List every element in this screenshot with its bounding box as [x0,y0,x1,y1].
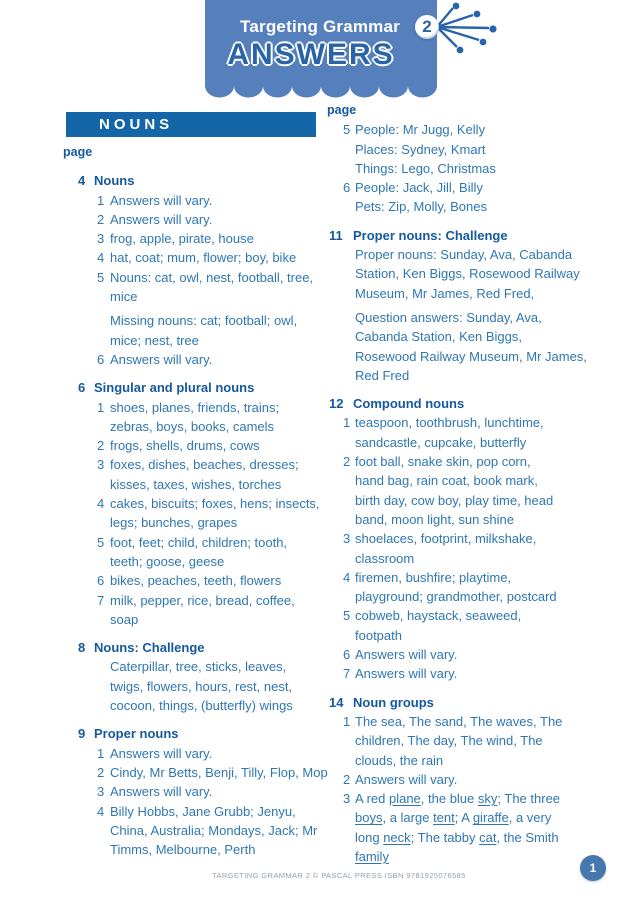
answer-line: Caterpillar, tree, sticks, leaves, [110,659,287,675]
answer-line: Cabanda Station, Ken Biggs, [355,329,522,345]
answer-number: 2 [97,211,105,227]
section-heading [327,226,629,245]
answer-line: Answers will vary. [355,666,458,682]
answer-number: 3 [97,457,105,473]
answer-line: hand bag, rain coat, book mark, [355,473,538,489]
answer-number: 5 [343,122,351,138]
answer-paragraph [110,398,323,437]
answer-number: 1 [97,745,105,761]
answer-number: 2 [343,454,351,470]
answer-line: Timms, Melbourne, Perth [110,842,256,858]
answer-line: People: Jack, Jill, Billy [355,180,483,196]
answer-section [327,394,629,683]
answer-text [355,452,629,529]
answer-text [355,770,629,789]
section-title: Compound nouns [353,396,465,412]
section-page-number: 6 [78,380,86,396]
answer-paragraph [110,533,323,572]
answer-paragraph [355,712,629,770]
answer-paragraph [355,308,629,385]
answer-line: cakes, biscuits; foxes, hens; insects, [110,496,320,512]
answer-paragraph [355,413,629,452]
page-label: page [63,145,93,159]
answer-item [63,248,323,267]
answer-line: sandcastle, cupcake, butterfly [355,434,527,450]
answer-line: band, moon light, sun shine [355,511,514,527]
answer-number: 3 [97,231,105,247]
answer-item [63,744,323,763]
answer-item [327,452,629,529]
answer-item [63,191,323,210]
answer-item [63,398,323,437]
section-page-number: 8 [78,640,86,656]
answer-number: 3 [343,791,351,807]
section-heading [63,171,323,190]
answer-text [110,436,323,455]
answer-line: Places: Sydney, Kmart [355,141,486,157]
series-title: Targeting Grammar [240,17,400,36]
section-heading [63,724,323,743]
answer-number: 5 [97,269,105,285]
answer-item [63,494,323,533]
answer-item [63,350,323,369]
answer-item [327,245,629,385]
answer-number: 5 [97,534,105,550]
answer-line: bikes, peaches, teeth, flowers [110,573,282,589]
answer-line: Answers will vary. [355,647,458,663]
answer-line: classroom [355,550,415,566]
answer-text [110,191,323,210]
answer-item [63,268,323,350]
answer-line: People: Mr Jugg, Kelly [355,122,486,138]
answer-paragraph [110,763,328,782]
answer-section [327,226,629,385]
answer-text [355,606,629,645]
answer-line: boys, a large tent; A giraffe, a very [355,810,552,826]
answer-line: The sea, The sand, The waves, The [355,713,563,729]
answer-text [110,229,323,248]
answer-section [63,724,328,859]
answer-number: 4 [343,569,351,585]
topic-title: NOUNS [99,116,174,133]
section-page-number: 4 [78,173,86,189]
answer-line: legs; bunches, grapes [110,515,238,531]
answer-paragraph [110,436,323,455]
answer-item [63,802,323,860]
answer-item [327,120,629,178]
answer-item [327,178,629,217]
answer-paragraph [110,782,323,801]
answer-item [327,413,629,452]
answer-item [327,568,629,607]
answer-item [327,770,629,789]
answer-item [63,591,323,630]
answer-line: mice [110,289,138,305]
answer-line: Answers will vary. [355,771,458,787]
answer-line: mice; nest, tree [110,332,199,348]
answer-line: Answers will vary. [110,745,213,761]
answer-line: playground; grandmother, postcard [355,589,557,605]
section-title: Nouns: Challenge [94,640,205,656]
answer-item [63,571,323,590]
answer-paragraph [110,350,323,369]
answer-paragraph [110,591,323,630]
answer-line: firemen, bushfire; playtime, [355,569,512,585]
section-heading [327,394,629,413]
section-heading [63,638,323,657]
answer-line: Answers will vary. [110,192,213,208]
answer-text [355,712,629,770]
answer-line: cocoon, things, (butterfly) wings [110,698,293,714]
answer-text [110,571,323,590]
answer-text [110,398,323,437]
answer-line: footpath [355,627,402,643]
answer-line: foxes, dishes, beaches, dresses; [110,457,299,473]
answer-paragraph [110,657,323,715]
answer-line: shoes, planes, friends, trains; [110,399,280,415]
answer-item [327,664,629,683]
answer-item [327,712,629,770]
section-title: Nouns [94,173,135,189]
answer-item [63,763,328,782]
answer-number: 1 [343,713,351,729]
answer-line: milk, pepper, rice, bread, coffee, [110,592,295,608]
answer-paragraph [110,494,323,533]
answer-line: teeth; goose, geese [110,553,225,569]
answer-section [327,693,629,867]
answer-text [110,802,323,860]
answer-text [355,413,629,452]
answer-line: frog, apple, pirate, house [110,231,254,247]
section-title: Proper nouns [94,726,179,742]
answer-line: Billy Hobbs, Jane Grubb; Jenyu, [110,803,296,819]
answer-section [63,378,323,629]
answer-text [110,657,323,715]
answer-text [355,178,629,217]
answer-text [355,645,629,664]
answer-paragraph [110,191,323,210]
answer-number: 6 [343,647,351,663]
answer-line: frogs, shells, drums, cows [110,438,260,454]
answer-text [110,248,323,267]
answer-paragraph [355,529,629,568]
answer-paragraph [355,664,629,683]
answer-text [110,533,323,572]
banner-title: ANSWERS [227,38,395,71]
footer-imprint: TARGETING GRAMMAR 2 © PASCAL PRESS ISBN 9781925076585 [212,871,466,880]
answer-text [110,744,323,763]
section-heading [63,378,323,397]
answer-number: 2 [343,771,351,787]
answer-number: 7 [343,666,351,682]
page-label: page [327,103,357,117]
answer-line: Question answers: Sunday, Ava, [355,309,542,325]
section-page-number: 11 [329,227,343,243]
header-banner [205,0,437,98]
page-number-badge [580,855,606,881]
answer-section [63,638,323,715]
topic-bar [66,112,316,137]
answer-paragraph [355,770,629,789]
answer-paragraph [355,606,629,645]
answer-line: hat, coat; mum, flower; boy, bike [110,250,297,266]
answer-number: 6 [97,573,105,589]
answer-item [63,782,323,801]
answer-line: teaspoon, toothbrush, lunchtime, [355,415,544,431]
answer-line: Cindy, Mr Betts, Benji, Tilly, Flop, Mop [110,764,328,780]
answer-number [343,245,355,385]
answer-line: Pets: Zip, Molly, Bones [355,199,487,215]
answer-number: 5 [343,608,351,624]
section-title: Proper nouns: Challenge [353,227,508,243]
page-number: 1 [589,861,597,875]
answer-text [355,245,629,385]
answer-text [110,763,328,782]
answer-item [63,436,323,455]
answer-text [110,268,323,350]
answer-paragraph [355,245,629,303]
answer-line: Nouns: cat, owl, nest, football, tree, [110,269,314,285]
answer-item [327,529,629,568]
answer-paragraph [110,802,323,860]
section-heading [327,693,629,712]
answer-number: 2 [97,438,105,454]
sparkle-burst-icon [437,0,507,58]
answer-paragraph [110,268,323,307]
answer-paragraph [355,452,629,529]
answers-column-left [63,143,328,859]
answer-text [110,210,323,229]
section-page-number: 9 [78,726,86,742]
answer-number: 1 [343,415,351,431]
answer-text [110,350,323,369]
answer-text [355,529,629,568]
answer-number: 4 [97,250,105,266]
answer-number [97,657,110,715]
answer-line: Red Fred [355,367,410,383]
answer-line: Answers will vary. [110,211,213,227]
answer-line: kisses, taxes, wishes, torches [110,476,282,492]
answer-number: 3 [343,531,351,547]
answer-paragraph [355,568,629,607]
answer-text [110,494,323,533]
answer-number: 4 [97,496,105,512]
section-title: Noun groups [353,694,434,710]
answer-text [355,568,629,607]
answer-line: foot, feet; child, children; tooth, [110,534,288,550]
answer-paragraph [110,744,323,763]
answer-paragraph [110,210,323,229]
answer-number: 6 [343,180,351,196]
answer-line: long neck; The tabby cat, the Smith [355,829,559,845]
answer-number: 4 [97,803,105,819]
answer-line: family [355,848,389,864]
book-number-badge [415,15,439,39]
answer-paragraph [110,571,323,590]
answer-paragraph [110,455,323,494]
answer-paragraph [355,645,629,664]
answer-paragraph [110,248,323,267]
answer-line: shoelaces, footprint, milkshake, [355,531,537,547]
answer-line: A red plane, the blue sky; The three [355,791,561,807]
answer-line: Missing nouns: cat; football; owl, [110,313,298,329]
answer-item [327,645,629,664]
answer-line: cobweb, haystack, seaweed, [355,608,522,624]
answer-line: birth day, cow boy, play time, head [355,492,554,508]
answer-line: Answers will vary. [110,351,213,367]
answer-line: Station, Ken Biggs, Rosewood Railway [355,266,580,282]
answer-paragraph [355,178,629,217]
section-title: Singular and plural nouns [94,380,255,396]
section-page-number: 14 [329,694,344,710]
answer-text [355,664,629,683]
answer-number: 7 [97,592,105,608]
answer-item [63,455,323,494]
answer-line: Rosewood Railway Museum, Mr James, [355,348,587,364]
answer-line: twigs, flowers, hours, rest, nest, [110,678,293,694]
answer-item [63,210,323,229]
answer-line: zebras, boys, books, camels [110,418,275,434]
book-number: 2 [422,17,432,36]
answer-line: Answers will vary. [110,784,213,800]
answer-section [63,171,323,369]
answer-number: 1 [97,399,105,415]
answer-text [110,591,323,630]
answer-line: children, The day, The wind, The [355,733,543,749]
answer-line: foot ball, snake skin, pop corn, [355,454,531,470]
answer-line: clouds, the rain [355,752,444,768]
answer-text [110,455,323,494]
section-page-number: 12 [329,396,344,412]
answer-section-continued [327,120,629,216]
answer-paragraph [110,229,323,248]
answer-item [327,606,629,645]
answer-line: Proper nouns: Sunday, Ava, Cabanda [355,247,573,263]
answer-item [63,229,323,248]
answer-item [63,533,323,572]
answer-line: Museum, Mr James, Red Fred, [355,285,535,301]
answers-column-right [327,101,629,866]
answer-number: 6 [97,351,105,367]
answer-line: soap [110,611,139,627]
answer-line: China, Australia; Mondays, Jack; Mr [110,822,318,838]
answer-text [355,120,629,178]
answer-line: Things: Lego, Christmas [355,160,496,176]
answer-number: 3 [97,784,105,800]
answer-number: 2 [97,764,105,780]
answer-paragraph [355,120,629,178]
answer-paragraph [110,311,323,350]
answer-number: 1 [97,192,105,208]
answer-item [63,657,323,715]
answer-item [327,789,629,866]
answer-text [110,782,323,801]
